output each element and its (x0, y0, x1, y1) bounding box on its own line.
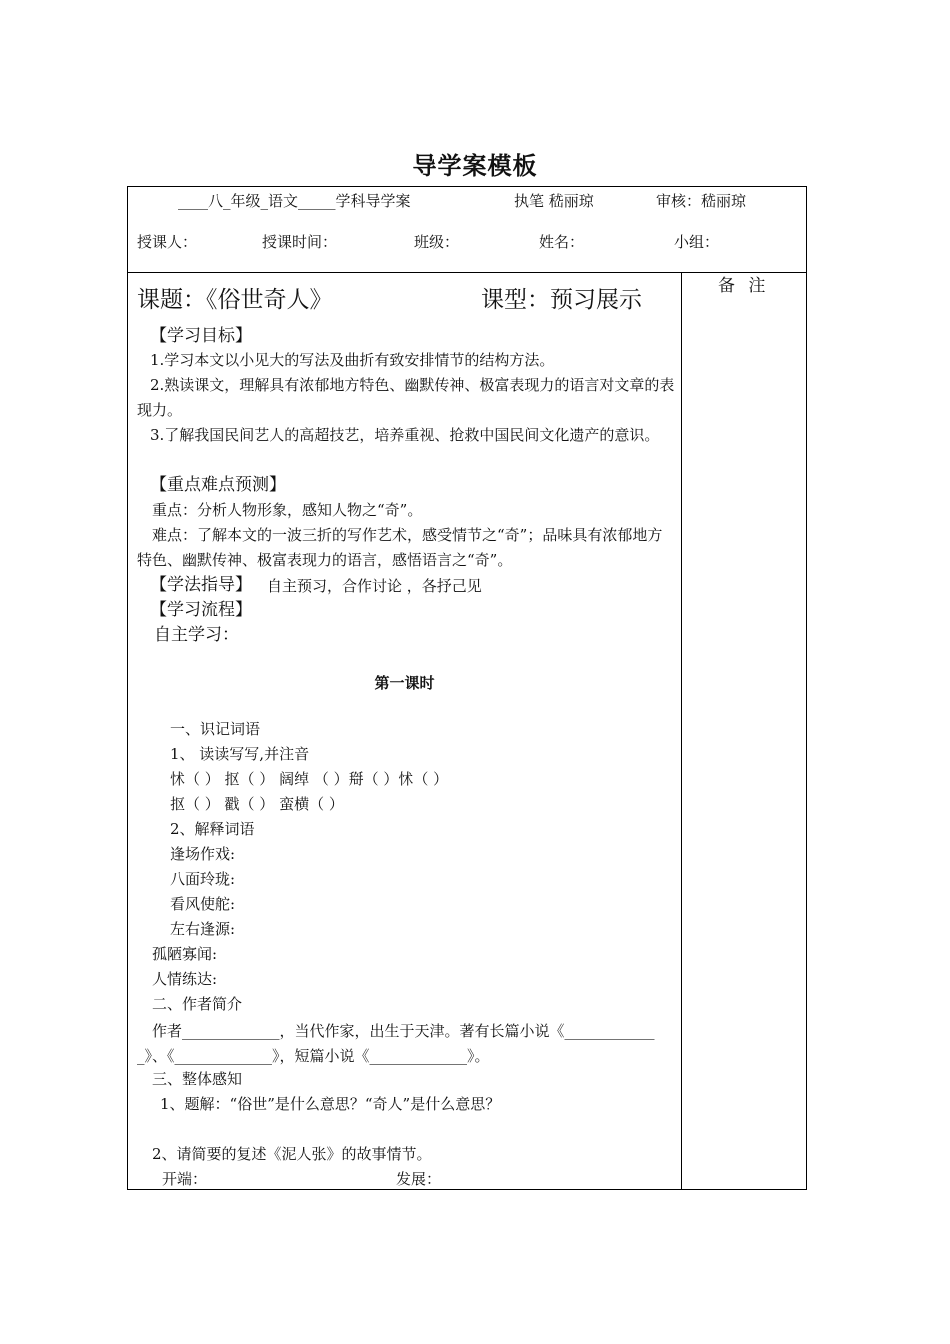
term-item: 孤陋寡闻: (152, 945, 218, 963)
session-title: 第一课时 (374, 674, 435, 692)
writer-label: 执笔 嵇丽琼 (514, 192, 594, 210)
reviewer-label: 审核：嵇丽琼 (656, 192, 747, 210)
page-title: 导学案模板 (412, 152, 538, 180)
time-label: 授课时间： (262, 233, 338, 251)
author-intro: 作者_____________，当代作家，出生于天津。著有长篇小说《_____________》、《_____________》，短篇小说《_____________》。 (137, 1022, 655, 1065)
term-item: 左右逢源: (170, 920, 236, 938)
term-item: 人情练达: (152, 970, 218, 988)
remarks-label: 备 注 (718, 276, 770, 296)
goal-item: 2.熟读课文，理解具有浓郁地方特色、幽默传神、极富表现力的语言对文章的表现力。 (137, 376, 675, 419)
term-item: 逢场作戏: (170, 845, 236, 863)
goal-item: 1.学习本文以小见大的写法及曲折有致安排情节的结构方法。 (150, 351, 555, 369)
subject-line: ____八_年级_语文_____学科导学案 (178, 192, 411, 210)
pinyin-row: 怵（ ） 抠（ ） 阔绰 （ ）搿（ ）怵（ ） (170, 770, 449, 788)
plot-start-label: 开端： (162, 1170, 208, 1188)
teacher-label: 授课人： (137, 233, 198, 251)
section3-heading: 三、整体感知 (152, 1070, 243, 1088)
self-study-label: 自主学习： (154, 625, 239, 645)
question-2: 2、请简要的复述《泥人张》的故事情节。 (152, 1145, 432, 1163)
method-heading: 【学法指导】 (150, 575, 252, 595)
group-label: 小组： (674, 233, 720, 251)
header-divider (128, 272, 806, 273)
goals-heading: 【学习目标】 (150, 326, 252, 346)
key-point: 重点：分析人物形象，感知人物之“奇”。 (152, 501, 423, 519)
section1-item2: 2、解释词语 (170, 820, 255, 838)
method-text: 自主预习，合作讨论 ，各抒己见 (267, 577, 482, 595)
name-label: 姓名： (539, 233, 585, 251)
plot-develop-label: 发展： (396, 1170, 442, 1188)
flow-heading: 【学习流程】 (150, 600, 252, 620)
goal-item: 3.了解我国民间艺人的高超技艺，培养重视、抢救中国民间文化遗产的意识。 (150, 426, 660, 444)
term-item: 八面玲珑: (170, 870, 236, 888)
section1-heading: 一、识记词语 (170, 720, 261, 738)
lesson-topic: 课题：《俗世奇人》 (137, 287, 333, 313)
difficult-point: 难点：了解本文的一波三折的写作艺术，感受情节之“奇”；品味具有浓郁地方特色、幽默传神、极富表现力的语言，感悟语言之“奇”。 (137, 526, 663, 569)
pinyin-row: 抠（ ） 戳（ ） 蛮横（ ） (170, 795, 344, 813)
focus-heading: 【重点难点预测】 (150, 475, 286, 495)
class-label: 班级： (414, 233, 460, 251)
section2-heading: 二、作者简介 (152, 995, 243, 1013)
section1-item1: 1、 读读写写,并注音 (170, 745, 310, 763)
lesson-plan-table (127, 186, 807, 1190)
question-1: 1、题解：“俗世”是什么意思？“奇人”是什么意思？ (160, 1095, 501, 1113)
lesson-type: 课型：预习展示 (481, 287, 642, 313)
remarks-column-divider (681, 272, 682, 1189)
term-item: 看风使舵: (170, 895, 236, 913)
